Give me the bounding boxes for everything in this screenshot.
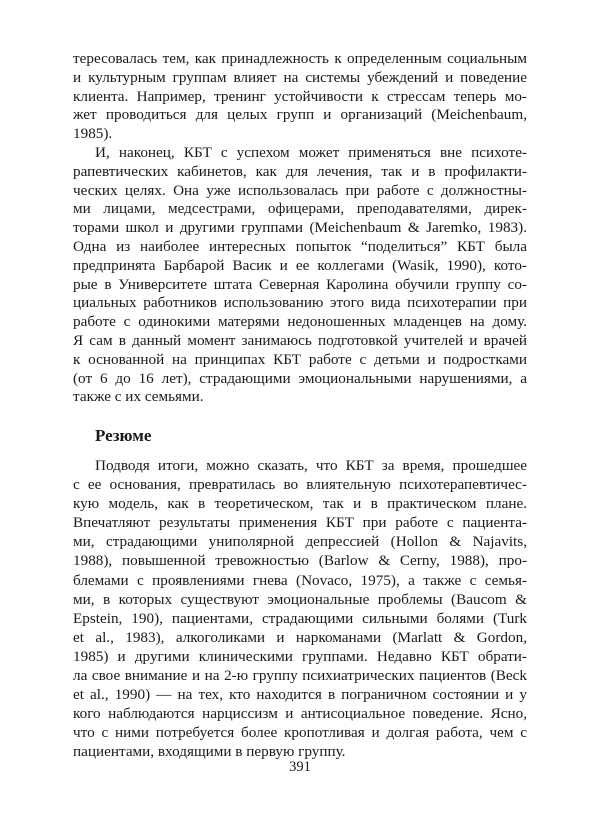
text-line: рые в Университете штата Северная Каролина обучили группу со- <box>73 275 527 293</box>
text-line: ла свое внимание и на 2-ю группу психиатрических пациентов (Beck <box>73 667 527 685</box>
section-heading: Резюме <box>95 426 152 445</box>
text-line: кого наблюдаются нарциссизм и антисоциальное поведение. Ясно, <box>73 705 527 723</box>
text-line: Epstein, 190), пациентами, страдающими сильными болями (Turk <box>73 609 527 627</box>
text-line: и культурным группам влияет на системы убеждений и поведение <box>73 68 527 86</box>
text-line: Я сам в данный момент занимаюсь подготовкой учителей и врачей <box>73 331 527 349</box>
text-line: предпринята Барбарой Васик и ее коллегами (Wasik, 1990), кото- <box>73 256 527 274</box>
text-line: 1988), повышенной тревожностью (Barlow & Cerny, 1988), про- <box>73 552 527 570</box>
text-line: Подводя итоги, можно сказать, что КБТ за время, прошедшее <box>95 457 527 474</box>
text-line: 1985). <box>73 125 113 143</box>
text-line: Впечатляют результаты применения КБТ при работе с пациента- <box>73 514 527 532</box>
text-line: циальных работников использованию этого вида психотерапии при <box>73 294 527 312</box>
text-line: et al., 1990) — на тех, кто находится в пограничном состоянии и у <box>73 686 527 704</box>
text-line: работе с одинокими матерями недоношенных младенцев на дому. <box>73 313 527 331</box>
text-line: жет проводиться для целых групп и организаций (Meichenbaum, <box>73 106 527 124</box>
body-text-section <box>73 50 527 407</box>
text-line: ми, в которых существуют эмоциональные проблемы (Baucom & <box>73 590 527 608</box>
text-line: торами школ и другими группами (Meichenbaum & Jaremko, 1983). <box>73 219 527 237</box>
text-line: ми лицами, медсестрами, офицерами, преподавателями, дирек- <box>73 200 527 218</box>
text-line: тересовалась тем, как принадлежность к определенным социальным <box>73 50 527 67</box>
text-line: также с их семьями. <box>73 388 204 406</box>
text-line: (от 6 до 16 лет), страдающими эмоциональными нарушениями, а <box>73 369 527 387</box>
text-line: 1985) и другими клиническими группами. Недавно КБТ обрати- <box>73 647 527 665</box>
text-line: ми, страдающими униполярной депрессией (Hollon & Najavits, <box>73 533 527 551</box>
text-line: ческих целях. Она уже использовалась при работе с должностны- <box>73 181 527 199</box>
text-line: что с ними потребуется более кропотливая и долгая работа, чем с <box>73 724 527 742</box>
text-line: с ее основания, превратилась во влиятельную психотерапевтичес- <box>73 476 527 494</box>
page-number: 391 <box>289 759 311 775</box>
text-line: Одна из наиболее интересных попыток “поделиться” КБТ была <box>73 237 527 255</box>
text-line: клиента. Например, тренинг устойчивости к стрессам теперь мо- <box>73 87 527 105</box>
text-line: пациентами, входящими в первую группу. <box>73 743 346 761</box>
text-line: И, наконец, КБТ с успехом может применяться вне психоте- <box>95 143 527 161</box>
text-line: кую модель, как в теоретическом, так и в практическом плане. <box>73 495 527 513</box>
text-line: et al., 1983), алкоголиками и наркоманами (Marlatt & Gordon, <box>73 628 527 646</box>
text-line: рапевтических кабинетов, как для лечения, так и в профилакти- <box>73 162 527 180</box>
text-line: к основанной на принципах КБТ работе с детьми и подростками <box>73 350 527 368</box>
summary-text-section <box>73 456 527 762</box>
text-line: блемами с проявлениями гнева (Novaco, 1975), а также с семья- <box>73 571 527 589</box>
